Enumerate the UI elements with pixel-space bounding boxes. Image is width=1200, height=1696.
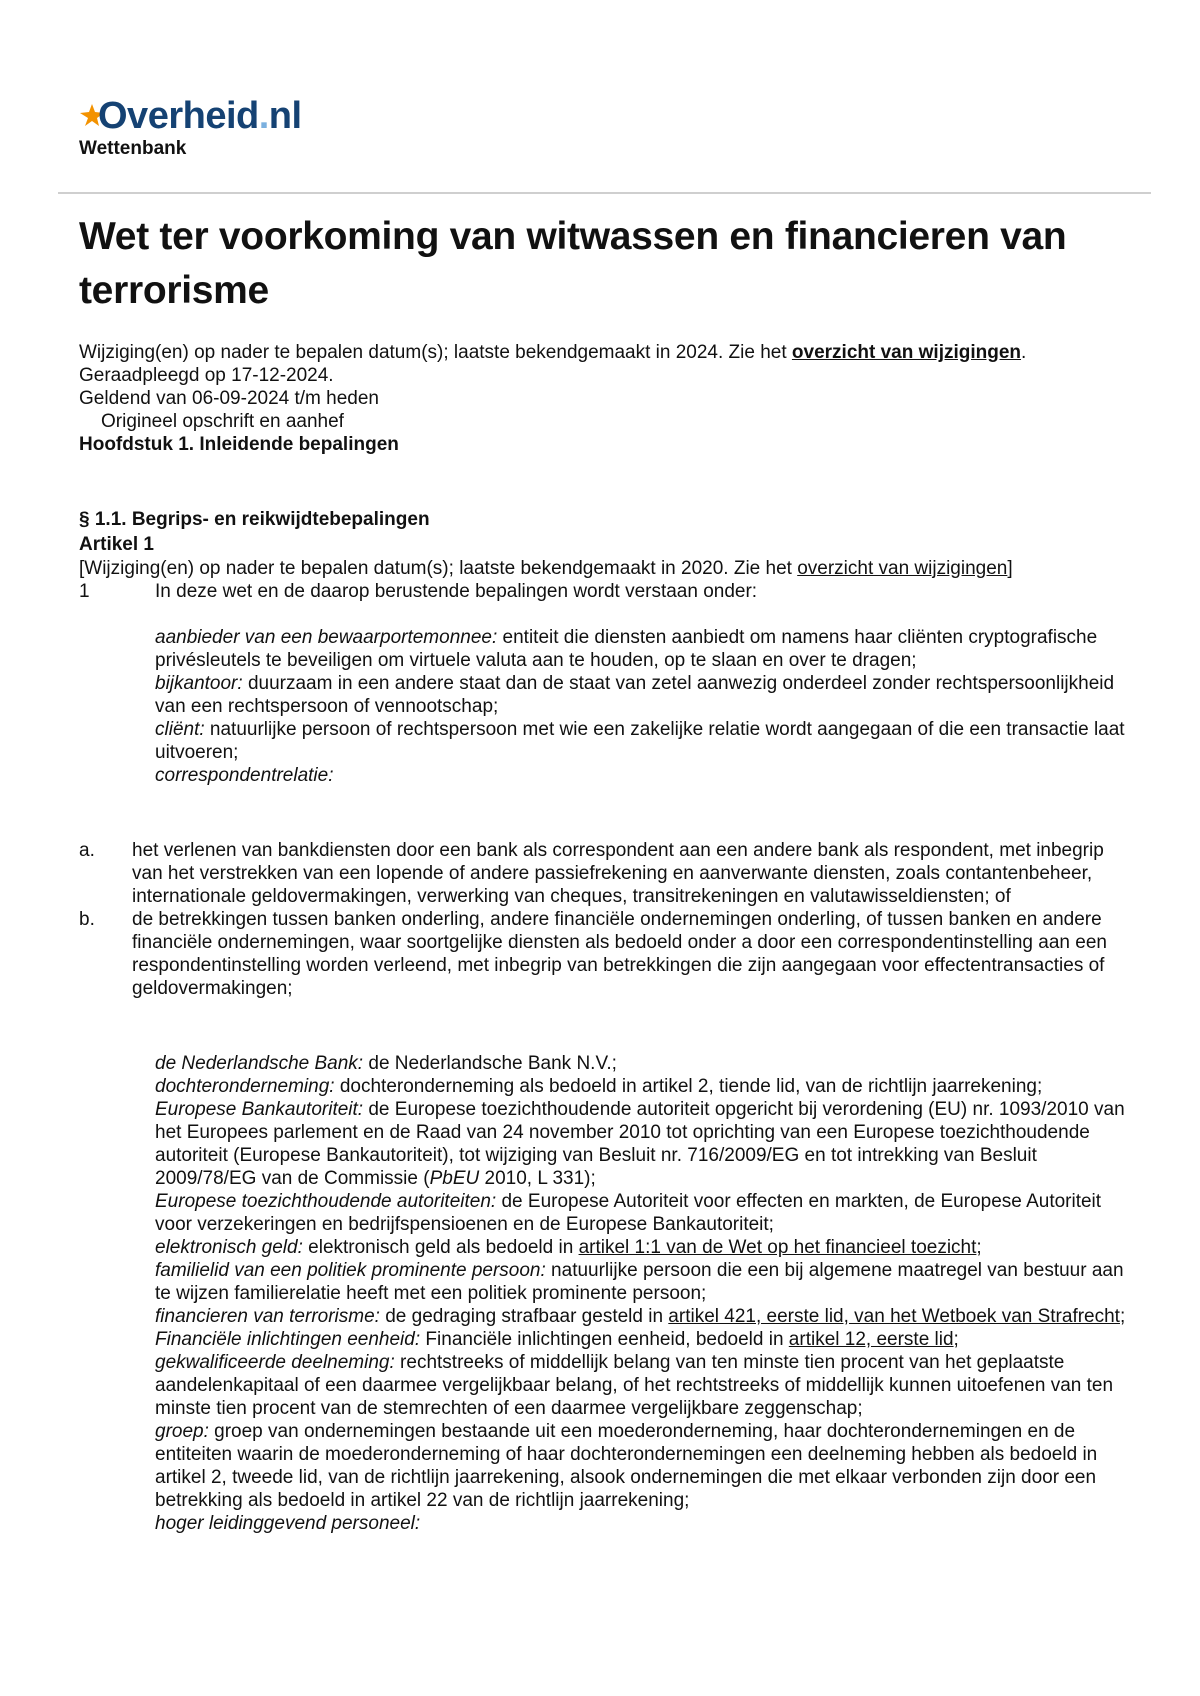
definition-suffix: ; <box>953 1329 959 1350</box>
definition-item <box>155 672 1125 718</box>
definition-text: de Europese toezichthoudende autoriteit opgericht bij verordening (EU) nr. 1093/2010 van het Europees parlement en de Raad van 24 november 2010 tot oprichting van een Europese toezichthoudende autoriteit (Europese Bankautoriteit), tot wijziging van Besluit nr. 716/2009/EG en tot intrekking van Besluit 2009/78/EG van de Commissie ( <box>155 1099 1125 1189</box>
wft-article-link[interactable]: artikel 1:1 van de Wet op het financieel toezicht <box>578 1237 977 1258</box>
list-item <box>79 839 1139 908</box>
definition-text-end: 2010, L 331); <box>479 1168 596 1189</box>
definition-term: groep: <box>155 1421 209 1442</box>
header-divider <box>58 192 1151 194</box>
list-marker: b. <box>79 909 95 930</box>
definition-text: natuurlijke persoon of rechtspersoon met wie een zakelijke relatie wordt aangegaan of die een transactie laat uitvoeren; <box>155 719 1125 763</box>
logo-subtitle: Wettenbank <box>79 138 187 159</box>
definition-text: groep van ondernemingen bestaande uit een moederonderneming, haar dochterondernemingen en de entiteiten waarin de moederonderneming of haar dochterondernemingen een deelneming hebben als bedoeld in artikel 2, tweede lid, van de richtlijn jaarrekening, alsook ondernemingen die met elkaar verbonden zijn door een betrekking als bedoeld in artikel 22 van de richtlijn jaarrekening; <box>155 1421 1098 1511</box>
definition-text: dochteronderneming als bedoeld in artikel 2, tiende lid, van de richtlijn jaarrekening; <box>334 1076 1043 1097</box>
definition-term: Financiële inlichtingen eenheid: <box>155 1329 421 1350</box>
definition-text: elektronisch geld als bedoeld in <box>302 1237 579 1258</box>
definition-term: de Nederlandsche Bank: <box>155 1053 364 1074</box>
definition-item <box>155 1351 1140 1420</box>
logo-name: Overheid <box>98 95 259 137</box>
definition-text: de Nederlandsche Bank N.V.; <box>363 1053 617 1074</box>
definition-item <box>155 1305 1140 1328</box>
definition-term: gekwalificeerde deelneming: <box>155 1352 395 1373</box>
definition-term: hoger leidinggevend personeel: <box>155 1513 421 1534</box>
changes-text: Wijziging(en) op nader te bepalen datum(s); laatste bekendgemaakt in 2024. Zie het <box>79 342 792 363</box>
definition-term: financieren van terrorisme: <box>155 1306 380 1327</box>
article-note-text: [Wijziging(en) op nader te bepalen datum(s); laatste bekendgemaakt in 2020. Zie het <box>79 558 798 579</box>
chapter-heading: Hoofdstuk 1. Inleidende bepalingen <box>79 434 399 455</box>
definitions-list-2 <box>155 1052 1140 1535</box>
definition-item <box>155 718 1125 764</box>
consulted-date: Geraadpleegd op 17-12-2024. <box>79 365 334 386</box>
definition-item <box>155 1512 1140 1535</box>
list-item-text: de betrekkingen tussen banken onderling, andere financiële ondernemingen onderling, of tussen banken en andere financiële ondernemingen, waar soortgelijke diensten als bedoeld onder a door een correspondentinstelling aan een respondentinstelling worden verleend, met inbegrip van betrekkingen die zijn aangegaan voor effectentransacties of geldovermakingen; <box>132 909 1107 999</box>
artikel-12-link[interactable]: artikel 12, eerste lid <box>788 1329 954 1350</box>
document-meta <box>79 341 1079 456</box>
list-item <box>79 908 1139 1000</box>
definition-item <box>155 1328 1140 1351</box>
definition-item <box>155 764 1125 787</box>
definition-term: dochteronderneming: <box>155 1076 335 1097</box>
definition-item <box>155 626 1125 672</box>
definition-text: de gedraging strafbaar gesteld in <box>379 1306 669 1327</box>
definition-item <box>155 1052 1140 1075</box>
list-marker: a. <box>79 840 95 861</box>
definition-text: duurzaam in een andere staat dan de staat van zetel aanwezig onderdeel zonder rechtspersoonlijkheid van een rechtspersoon of vennootschap; <box>155 673 1115 717</box>
lid-text: In deze wet en de daarop berustende bepalingen wordt verstaan onder: <box>155 581 758 602</box>
pbeu-abbrev: PbEU <box>429 1168 480 1189</box>
definition-text: natuurlijke persoon die een bij algemene maatregel van bestuur aan te wijzen familierelatie heeft met een politiek prominente persoon; <box>155 1260 1124 1304</box>
definition-term: Europese toezichthoudende autoriteiten: <box>155 1191 497 1212</box>
definition-term: bijkantoor: <box>155 673 243 694</box>
definition-item <box>155 1236 1140 1259</box>
definition-suffix: ; <box>1119 1306 1126 1327</box>
definition-term: familielid van een politiek prominente persoon: <box>155 1260 546 1281</box>
changes-overview-link[interactable]: overzicht van wijzigingen <box>791 342 1022 363</box>
changes-notice <box>79 341 1079 364</box>
definitions-list-1 <box>155 626 1125 787</box>
definition-item <box>155 1259 1140 1305</box>
article-change-note <box>79 557 1139 580</box>
definition-term: aanbieder van een bewaarportemonnee: <box>155 627 498 648</box>
correspondent-list <box>79 839 1139 1000</box>
logo-wordmark <box>98 96 302 136</box>
article-note-suffix: ] <box>1007 558 1013 579</box>
changes-suffix: . <box>1021 342 1027 363</box>
logo-dot: . <box>258 95 269 137</box>
wetboek-strafrecht-link[interactable]: artikel 421, eerste lid, van het Wetboek van Strafrecht <box>668 1306 1120 1327</box>
lid-number: 1 <box>79 581 90 602</box>
definition-item <box>155 1075 1140 1098</box>
definition-item <box>155 1420 1140 1512</box>
definition-item <box>155 1190 1140 1236</box>
original-heading-link[interactable]: Origineel opschrift en aanhef <box>101 411 344 432</box>
definition-item <box>155 1098 1140 1190</box>
article-changes-link[interactable]: overzicht van wijzigingen <box>797 558 1008 579</box>
section-heading: § 1.1. Begrips- en reikwijdtebepalingen <box>79 509 430 530</box>
definition-term: Europese Bankautoriteit: <box>155 1099 364 1120</box>
definition-term: correspondentrelatie: <box>155 765 334 786</box>
article-heading: Artikel 1 <box>79 534 154 555</box>
definition-term: cliënt: <box>155 719 205 740</box>
definition-text: entiteit die diensten aanbiedt om namens haar cliënten cryptografische privésleutels te beveiligen om virtuele valuta aan te houden, op te slaan en over te dragen; <box>155 627 1098 671</box>
definition-term: elektronisch geld: <box>155 1237 303 1258</box>
definition-text: rechtstreeks of middellijk belang van ten minste tien procent van het geplaatste aandelenkapitaal of een daarmee vergelijkbaar belang, of het rechtstreeks of middellijk kunnen uitoefenen van ten minste tien procent van de stemrechten of een daarmee vergelijkbare zeggenschap; <box>155 1352 1114 1419</box>
validity-period: Geldend van 06-09-2024 t/m heden <box>79 388 379 409</box>
definition-suffix: ; <box>976 1237 982 1258</box>
definition-text: Financiële inlichtingen eenheid, bedoeld in <box>420 1329 789 1350</box>
logo-tld: nl <box>268 95 302 137</box>
definition-text: de Europese Autoriteit voor effecten en markten, de Europese Autoriteit voor verzekeringen en bedrijfspensioenen en de Europese Bankautoriteit; <box>155 1191 1102 1235</box>
page-title: Wet ter voorkoming van witwassen en financieren van terrorisme <box>79 215 1067 312</box>
list-item-text: het verlenen van bankdiensten door een bank als correspondent aan een andere bank als respondent, met inbegrip van het verstrekken van een lopende of andere passiefrekening en aanverwante diensten, zoals contantenbeheer, internationale geldovermakingen, verwerking van cheques, transitrekeningen en valutawisseldiensten; of <box>132 840 1104 907</box>
